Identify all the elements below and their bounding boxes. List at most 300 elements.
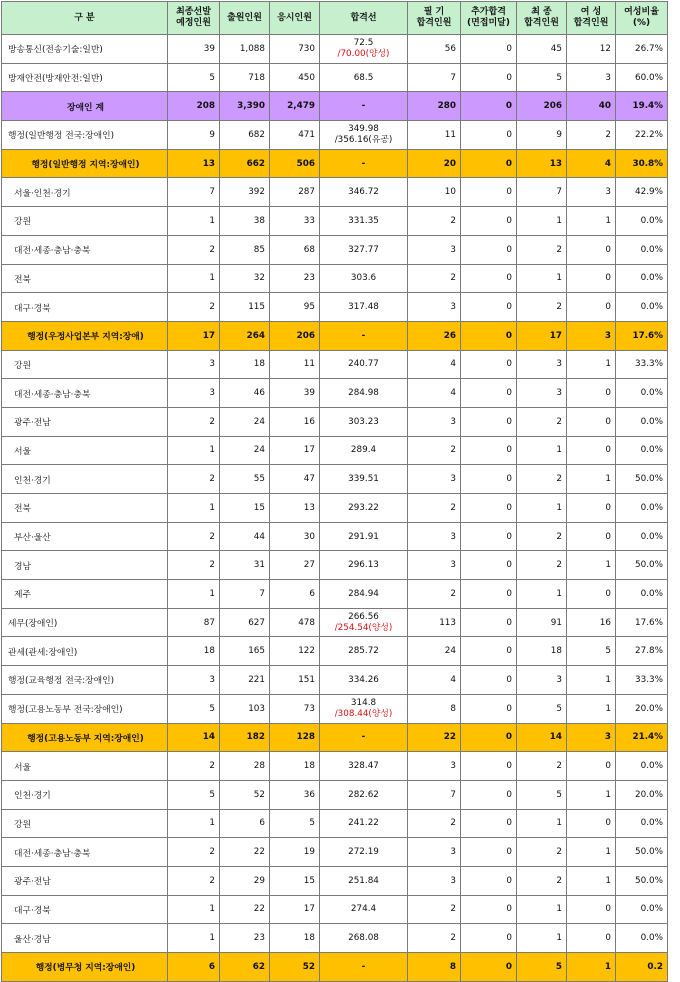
cutoff-score: 240.77 [320, 350, 408, 379]
written-pass-count: 8 [408, 953, 461, 982]
written-pass-count: 2 [408, 207, 461, 236]
female-pass-count: 1 [567, 666, 616, 695]
additional-pass-count: 0 [461, 149, 517, 178]
final-pass-count: 3 [517, 379, 567, 408]
additional-pass-count: 0 [461, 321, 517, 350]
planned-count: 2 [168, 866, 220, 895]
cutoff-score: 303.6 [320, 264, 408, 293]
final-pass-count: 7 [517, 178, 567, 207]
planned-count: 2 [168, 838, 220, 867]
written-pass-count: 24 [408, 637, 461, 666]
cutoff-score: - [320, 92, 408, 121]
female-pass-count: 5 [567, 637, 616, 666]
row-name: 서울 [2, 436, 168, 465]
final-pass-count: 5 [517, 63, 567, 92]
cutoff-score [320, 608, 408, 637]
female-ratio: 22.2% [616, 121, 668, 150]
table-row [2, 178, 668, 207]
row-name: 대전·세종·충남·충북 [2, 838, 168, 867]
planned-count: 2 [168, 235, 220, 264]
written-pass-count: 3 [408, 866, 461, 895]
additional-pass-count: 0 [461, 350, 517, 379]
female-ratio: 0.0% [616, 407, 668, 436]
table-row [2, 694, 668, 723]
row-name: 광주·전남 [2, 407, 168, 436]
written-pass-count: 113 [408, 608, 461, 637]
additional-pass-count: 0 [461, 809, 517, 838]
row-name: 행정(고용노동부 전국:장애인) [2, 694, 168, 723]
planned-count: 1 [168, 207, 220, 236]
table-row [2, 522, 668, 551]
final-pass-count: 2 [517, 522, 567, 551]
written-pass-count: 3 [408, 752, 461, 781]
female-pass-count: 0 [567, 235, 616, 264]
final-pass-count: 2 [517, 293, 567, 322]
taker-count: 206 [270, 321, 320, 350]
table-row [2, 235, 668, 264]
planned-count: 1 [168, 809, 220, 838]
cutoff-score: 291.91 [320, 522, 408, 551]
female-ratio: 0.0% [616, 494, 668, 523]
taker-count: 2,479 [270, 92, 320, 121]
female-pass-count: 2 [567, 121, 616, 150]
table-row [2, 666, 668, 695]
header-female: 여 성 합격인원 [567, 2, 616, 35]
row-name: 경남 [2, 551, 168, 580]
row-name: 서울·인천·경기 [2, 178, 168, 207]
applicant-count: 221 [220, 666, 270, 695]
final-pass-count: 3 [517, 350, 567, 379]
final-pass-count: 9 [517, 121, 567, 150]
additional-pass-count: 0 [461, 723, 517, 752]
female-ratio: 0.0% [616, 752, 668, 781]
cutoff-score: 285.72 [320, 637, 408, 666]
taker-count: 36 [270, 780, 320, 809]
female-ratio: 0.0% [616, 264, 668, 293]
table-row [2, 895, 668, 924]
cutoff-score [320, 121, 408, 150]
row-name: 광주·전남 [2, 866, 168, 895]
written-pass-count: 10 [408, 178, 461, 207]
planned-count: 2 [168, 752, 220, 781]
row-name: 서울 [2, 752, 168, 781]
cutoff-score: 289.4 [320, 436, 408, 465]
planned-count: 87 [168, 608, 220, 637]
row-name: 강원 [2, 207, 168, 236]
female-pass-count: 0 [567, 580, 616, 609]
final-pass-count: 206 [517, 92, 567, 121]
final-pass-count: 2 [517, 551, 567, 580]
female-ratio: 0.0% [616, 522, 668, 551]
female-ratio: 50.0% [616, 866, 668, 895]
female-pass-count: 40 [567, 92, 616, 121]
row-name: 세무(장애인) [2, 608, 168, 637]
additional-pass-count: 0 [461, 235, 517, 264]
taker-count: 47 [270, 465, 320, 494]
applicant-count: 392 [220, 178, 270, 207]
female-pass-count: 3 [567, 723, 616, 752]
header-takers: 응시인원 [270, 2, 320, 35]
written-pass-count: 3 [408, 407, 461, 436]
row-name: 행정(고용노동부 지역:장애인) [2, 723, 168, 752]
taker-count: 128 [270, 723, 320, 752]
cutoff-score: 284.98 [320, 379, 408, 408]
row-name: 대전·세종·충남·충북 [2, 235, 168, 264]
additional-pass-count: 0 [461, 436, 517, 465]
taker-count: 30 [270, 522, 320, 551]
written-pass-count: 280 [408, 92, 461, 121]
table-row [2, 551, 668, 580]
planned-count: 2 [168, 551, 220, 580]
cutoff-score: 284.94 [320, 580, 408, 609]
taker-count: 122 [270, 637, 320, 666]
female-pass-count: 16 [567, 608, 616, 637]
taker-count: 6 [270, 580, 320, 609]
applicant-count: 15 [220, 494, 270, 523]
final-pass-count: 91 [517, 608, 567, 637]
female-ratio: 33.3% [616, 666, 668, 695]
written-pass-count: 7 [408, 63, 461, 92]
female-ratio: 20.0% [616, 694, 668, 723]
table-row [2, 494, 668, 523]
applicant-count: 24 [220, 436, 270, 465]
cutoff-score-primary: 349.98 [348, 123, 379, 134]
table-row [2, 838, 668, 867]
table-row [2, 207, 668, 236]
taker-count: 15 [270, 866, 320, 895]
female-ratio: 42.9% [616, 178, 668, 207]
applicant-count: 165 [220, 637, 270, 666]
cutoff-score: 331.35 [320, 207, 408, 236]
taker-count: 39 [270, 379, 320, 408]
female-ratio: 0.0% [616, 207, 668, 236]
written-pass-count: 56 [408, 35, 461, 64]
additional-pass-count: 0 [461, 637, 517, 666]
planned-count: 6 [168, 953, 220, 982]
applicant-count: 264 [220, 321, 270, 350]
taker-count: 17 [270, 436, 320, 465]
cutoff-score: 334.26 [320, 666, 408, 695]
additional-pass-count: 0 [461, 666, 517, 695]
header-applicants: 출원인원 [220, 2, 270, 35]
planned-count: 2 [168, 293, 220, 322]
female-pass-count: 0 [567, 379, 616, 408]
final-pass-count: 1 [517, 264, 567, 293]
results-table [1, 1, 668, 982]
applicant-count: 627 [220, 608, 270, 637]
taker-count: 33 [270, 207, 320, 236]
table-row [2, 63, 668, 92]
taker-count: 73 [270, 694, 320, 723]
additional-pass-count: 0 [461, 264, 517, 293]
female-ratio: 21.4% [616, 723, 668, 752]
planned-count: 1 [168, 436, 220, 465]
applicant-count: 62 [220, 953, 270, 982]
final-pass-count: 1 [517, 436, 567, 465]
applicant-count: 1,088 [220, 35, 270, 64]
table-row [2, 608, 668, 637]
final-pass-count: 18 [517, 637, 567, 666]
cutoff-score: 282.62 [320, 780, 408, 809]
written-pass-count: 8 [408, 694, 461, 723]
table-row [2, 35, 668, 64]
row-name: 인천·경기 [2, 465, 168, 494]
taker-count: 13 [270, 494, 320, 523]
written-pass-count: 4 [408, 666, 461, 695]
table-row [2, 866, 668, 895]
female-ratio: 33.3% [616, 350, 668, 379]
additional-pass-count: 0 [461, 780, 517, 809]
applicant-count: 182 [220, 723, 270, 752]
female-pass-count: 0 [567, 407, 616, 436]
final-pass-count: 1 [517, 207, 567, 236]
table-row [2, 321, 668, 350]
written-pass-count: 22 [408, 723, 461, 752]
female-ratio: 0.0% [616, 235, 668, 264]
planned-count: 39 [168, 35, 220, 64]
female-ratio: 0.0% [616, 895, 668, 924]
taker-count: 287 [270, 178, 320, 207]
row-name: 인천·경기 [2, 780, 168, 809]
table-row [2, 953, 668, 982]
final-pass-count: 1 [517, 895, 567, 924]
planned-count: 2 [168, 522, 220, 551]
female-ratio: 17.6% [616, 608, 668, 637]
female-ratio: 0.0% [616, 436, 668, 465]
taker-count: 11 [270, 350, 320, 379]
additional-pass-count: 0 [461, 953, 517, 982]
table-row [2, 436, 668, 465]
planned-count: 5 [168, 694, 220, 723]
planned-count: 18 [168, 637, 220, 666]
final-pass-count: 2 [517, 465, 567, 494]
written-pass-count: 11 [408, 121, 461, 150]
cutoff-score: - [320, 723, 408, 752]
cutoff-score: 293.22 [320, 494, 408, 523]
final-pass-count: 5 [517, 953, 567, 982]
final-pass-count: 45 [517, 35, 567, 64]
additional-pass-count: 0 [461, 895, 517, 924]
row-name: 행정(교육행정 전국:장애인) [2, 666, 168, 695]
planned-count: 9 [168, 121, 220, 150]
female-pass-count: 3 [567, 321, 616, 350]
taker-count: 19 [270, 838, 320, 867]
female-ratio: 26.7% [616, 35, 668, 64]
applicant-count: 32 [220, 264, 270, 293]
cutoff-score: 327.77 [320, 235, 408, 264]
table-row [2, 149, 668, 178]
cutoff-score-primary: 266.56 [348, 611, 379, 622]
taker-count: 730 [270, 35, 320, 64]
written-pass-count: 2 [408, 264, 461, 293]
additional-pass-count: 0 [461, 35, 517, 64]
table-row [2, 293, 668, 322]
applicant-count: 7 [220, 580, 270, 609]
additional-pass-count: 0 [461, 379, 517, 408]
female-ratio: 17.6% [616, 321, 668, 350]
cutoff-score: 68.5 [320, 63, 408, 92]
cutoff-score: 268.08 [320, 924, 408, 953]
female-pass-count: 1 [567, 866, 616, 895]
final-pass-count: 1 [517, 580, 567, 609]
written-pass-count: 3 [408, 551, 461, 580]
final-pass-count: 5 [517, 694, 567, 723]
applicant-count: 23 [220, 924, 270, 953]
header-written: 필 기 합격인원 [408, 2, 461, 35]
planned-count: 1 [168, 264, 220, 293]
cutoff-score: 303.23 [320, 407, 408, 436]
row-name: 방재안전(방재안전:일반) [2, 63, 168, 92]
row-name: 강원 [2, 809, 168, 838]
cutoff-score-secondary: /70.00(양성) [337, 48, 390, 59]
additional-pass-count: 0 [461, 293, 517, 322]
planned-count: 5 [168, 780, 220, 809]
female-pass-count: 1 [567, 694, 616, 723]
taker-count: 5 [270, 809, 320, 838]
additional-pass-count: 0 [461, 580, 517, 609]
cutoff-score-primary: 72.5 [353, 37, 374, 48]
taker-count: 151 [270, 666, 320, 695]
written-pass-count: 3 [408, 293, 461, 322]
cutoff-score-secondary: /254.54(양성) [334, 622, 393, 633]
cutoff-score: 251.84 [320, 866, 408, 895]
female-pass-count: 1 [567, 551, 616, 580]
cutoff-score: 328.47 [320, 752, 408, 781]
female-pass-count: 1 [567, 350, 616, 379]
table-row [2, 465, 668, 494]
row-name: 행정(병무청 지역:장애인) [2, 953, 168, 982]
applicant-count: 22 [220, 838, 270, 867]
written-pass-count: 4 [408, 379, 461, 408]
written-pass-count: 2 [408, 924, 461, 953]
applicant-count: 103 [220, 694, 270, 723]
female-ratio: 50.0% [616, 838, 668, 867]
header-row [2, 2, 668, 35]
written-pass-count: 4 [408, 350, 461, 379]
written-pass-count: 2 [408, 895, 461, 924]
female-ratio: 60.0% [616, 63, 668, 92]
row-name: 전북 [2, 264, 168, 293]
female-ratio: 20.0% [616, 780, 668, 809]
additional-pass-count: 0 [461, 551, 517, 580]
table-row [2, 723, 668, 752]
planned-count: 7 [168, 178, 220, 207]
additional-pass-count: 0 [461, 752, 517, 781]
female-pass-count: 0 [567, 809, 616, 838]
table-row [2, 379, 668, 408]
cutoff-score: - [320, 149, 408, 178]
additional-pass-count: 0 [461, 465, 517, 494]
final-pass-count: 17 [517, 321, 567, 350]
taker-count: 18 [270, 924, 320, 953]
table-row [2, 752, 668, 781]
applicant-count: 662 [220, 149, 270, 178]
applicant-count: 28 [220, 752, 270, 781]
row-name: 관세(관세:장애인) [2, 637, 168, 666]
planned-count: 17 [168, 321, 220, 350]
row-name: 장애인 계 [2, 92, 168, 121]
final-pass-count: 5 [517, 780, 567, 809]
planned-count: 3 [168, 350, 220, 379]
female-pass-count: 0 [567, 494, 616, 523]
table-row [2, 264, 668, 293]
final-pass-count: 2 [517, 838, 567, 867]
final-pass-count: 2 [517, 866, 567, 895]
female-ratio: 27.8% [616, 637, 668, 666]
planned-count: 208 [168, 92, 220, 121]
additional-pass-count: 0 [461, 694, 517, 723]
table-row [2, 637, 668, 666]
female-ratio: 30.8% [616, 149, 668, 178]
applicant-count: 24 [220, 407, 270, 436]
female-ratio: 50.0% [616, 465, 668, 494]
taker-count: 17 [270, 895, 320, 924]
female-pass-count: 0 [567, 293, 616, 322]
row-name: 행정(일반행정 전국:장애인) [2, 121, 168, 150]
header-planned: 최종선발 예정인원 [168, 2, 220, 35]
female-pass-count: 0 [567, 752, 616, 781]
cutoff-score: 274.4 [320, 895, 408, 924]
applicant-count: 29 [220, 866, 270, 895]
additional-pass-count: 0 [461, 522, 517, 551]
planned-count: 1 [168, 580, 220, 609]
taker-count: 478 [270, 608, 320, 637]
taker-count: 16 [270, 407, 320, 436]
table-row [2, 780, 668, 809]
row-name: 방송통신(전송기술:일반) [2, 35, 168, 64]
planned-count: 1 [168, 494, 220, 523]
additional-pass-count: 0 [461, 63, 517, 92]
female-pass-count: 12 [567, 35, 616, 64]
taker-count: 68 [270, 235, 320, 264]
final-pass-count: 1 [517, 809, 567, 838]
additional-pass-count: 0 [461, 494, 517, 523]
row-name: 대구·경북 [2, 895, 168, 924]
applicant-count: 18 [220, 350, 270, 379]
additional-pass-count: 0 [461, 178, 517, 207]
cutoff-score: 296.13 [320, 551, 408, 580]
applicant-count: 85 [220, 235, 270, 264]
cutoff-score-secondary: /356.16(유공) [334, 134, 393, 145]
taker-count: 450 [270, 63, 320, 92]
taker-count: 95 [270, 293, 320, 322]
written-pass-count: 20 [408, 149, 461, 178]
table-row [2, 350, 668, 379]
female-pass-count: 0 [567, 924, 616, 953]
taker-count: 471 [270, 121, 320, 150]
cutoff-score: - [320, 953, 408, 982]
table-row [2, 580, 668, 609]
table-row [2, 121, 668, 150]
planned-count: 14 [168, 723, 220, 752]
additional-pass-count: 0 [461, 608, 517, 637]
additional-pass-count: 0 [461, 407, 517, 436]
taker-count: 27 [270, 551, 320, 580]
final-pass-count: 3 [517, 666, 567, 695]
applicant-count: 31 [220, 551, 270, 580]
planned-count: 2 [168, 465, 220, 494]
cutoff-score: - [320, 321, 408, 350]
row-name: 제주 [2, 580, 168, 609]
female-pass-count: 0 [567, 895, 616, 924]
additional-pass-count: 0 [461, 924, 517, 953]
cutoff-score: 339.51 [320, 465, 408, 494]
final-pass-count: 13 [517, 149, 567, 178]
cutoff-score: 346.72 [320, 178, 408, 207]
written-pass-count: 2 [408, 809, 461, 838]
row-name: 전북 [2, 494, 168, 523]
written-pass-count: 3 [408, 522, 461, 551]
